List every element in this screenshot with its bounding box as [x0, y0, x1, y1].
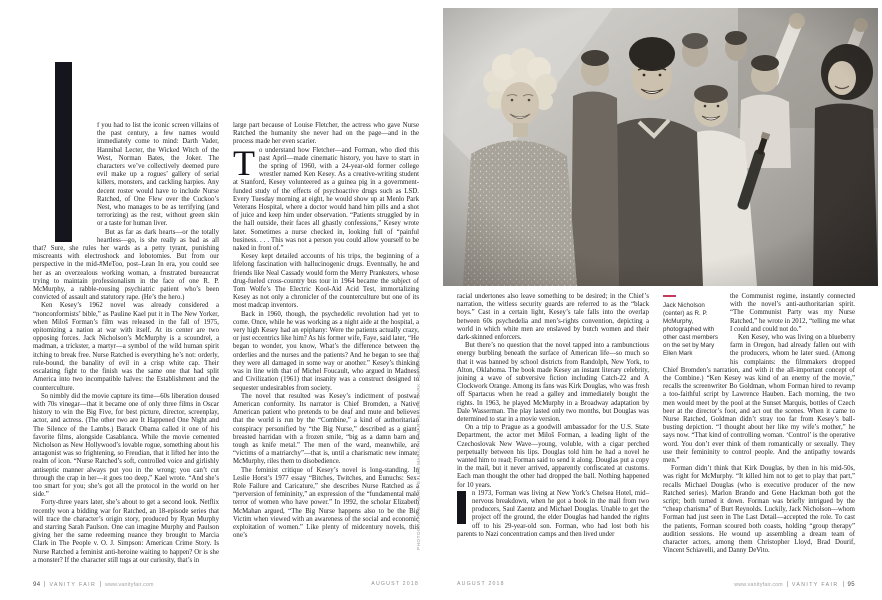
body-paragraph: Kesey kept detailed accounts of his trips, the beginning of a lifelong fascination with hallucinogenic drugs. Eventually, he and friends like Neal Cassady would form the Merry Pranksters, whose drug-fueled cross-country bus tour in 1964 became the subject of Tom Wolfe’s The Electric Kool-Aid Acid Test, immortalizing Kesey as not only a chronicler of the counterculture but one of its most madcap inventors. [233, 253, 419, 310]
drop-cap-i [457, 491, 466, 524]
body-paragraph: Forman didn’t think that Kirk Douglas, by then in his mid-50s, was right for McMurphy. “It killed him not to get to play that part,” recalls Michael Douglas (who is executive producer of the new Ratched series). Marlon Brando and Gene Hackman both got the script; both turned it down. Forman was briefly intrigued by the “cheap charisma” of Burt Reynolds. Luckily, Jack Nicholson—whom Forman had just seen in The Last Detail—accepted the role. To cast the patients, Forman scoured both coasts, holding “group therapy” audition sessions. He wound up assembling a dream team of character actors, among them Christopher Lloyd, Brad Dourif, Vincent Schiavelli, and Danny DeVito. [663, 465, 855, 555]
footer-issue-left-page: AUGUST 2018 [371, 581, 419, 587]
photo-caption-text: Jack Nicholson (center) as R. P. McMurphy, photographed with other cast members on the set by Mary Ellen Mark [663, 302, 719, 357]
brand-name: VANITY FAIR [49, 582, 97, 588]
photo-credit-vertical: PHOTOGRAPH BY MARY ELLEN MARK/THE MARY ELLEN MARK FOUNDATION [416, 345, 421, 550]
footer-separator [843, 581, 844, 587]
drop-cap-t: T [233, 142, 256, 183]
folio-right: 95 [847, 582, 855, 588]
body-paragraph: Back in 1960, though, the psychedelic revolution had yet to come. Once, while he was working as a night aide at the hospital, a very high Kesey had an epiphany: Were the patients actually crazy, or just eccentrics like him? As his former wife, Faye, said later, “He began to wonder, you know, What’s the difference between the orderlies and the nurses and the patients? And he began to see that they were all damaged in some way or another.” Kesey’s thinking was in line with that of Michel Foucault, who argued in Madness and Civilization (1961) that insanity was a construct designed to sequester undesirables from society. [233, 310, 419, 392]
folio-left: 94 [33, 582, 41, 588]
body-paragraph [33, 122, 219, 229]
paragraph-text: o understand how Fletcher—and Forman, who died this past April—made cinematic history, you have to start in the spring of 1960, with a 24-year-old former college wrestler named Ken Kesey. As a creative-writing student at Stanford, Kesey volunteered as a guinea pig in a government-funded study of the effects of psychoactive drugs such as LSD. Every Tuesday morning at eight, he would show up at Menlo Park Veterans Hospital, where a doctor would hand him pills and a shot of juice and keep him under observation. “Patients struggled by in the hall outside, their faces all ghastly confessions,” Kesey wrote later. Sometimes a nurse checked in, looking full of “painful business. . . . This was not a person you could allow yourself to be naked in front of.” [233, 146, 419, 253]
body-paragraph: But as far as dark hearts—or the totally heartless—go, is she really as bad as all that? Sure, she rules her wards as a petty tyrant, punishing miscreants with electroshock and lobotomies. But from our perspective in the mid-#MeToo, post–Lean In era, you could see her as an overzealous working woman, a frustrated bureaucrat trying to maintain professionalism in the face of one R. P. McMurphy, a rabble-rousing psychiatric patient who’s been convicted of assault and statutory rape. (He’s the hero.) [33, 228, 219, 302]
site-url: www.vanityfair.com [105, 582, 154, 588]
column-1 [33, 122, 219, 574]
body-paragraph: The feminist critique of Kesey’s novel is long-standing. In Leslie Horst’s 1977 essay “Bitches, Twitches, and Eunuchs: Sex-Role Failure and Caricature,” she describes Nurse Ratched as a “perversion of femininity,” an expression of the “fundamental male terror of women who have power.” In 1992, the scholar Elizabeth McMahan argued, “The Big Nurse happens also to be the Big Victim when viewed with an awareness of the social and economic exploitation of women.” Like plenty of midcentury novels, this one’s [233, 466, 419, 540]
footer-separator [100, 581, 101, 587]
footer-issue-right-page: AUGUST 2018 [457, 581, 505, 587]
body-paragraph: But there’s no question that the novel tapped into a rambunctious energy burbling beneath the surface of American life—so much so that it was banned by school districts from Randolph, New York, to Alton, Oklahoma. The book made Kesey an instant literary celebrity, joining a wave of subversive fiction including Catch-22 and A Clockwork Orange. Among its fans was Kirk Douglas, who was fresh off Spartacus when he read a galley and immediately bought the rights. In 1963, he played McMurphy in a Broadway adaptation by Dale Wasserman. The play lasted only two months, but Douglas was determined to star in a movie version. [457, 342, 649, 424]
column-3 [457, 293, 649, 573]
caption-dash [663, 295, 676, 297]
body-paragraph: racial undertones also leave something to be desired; in the Chief’s narration, the witless security guards are referred to as the “black boys.” Cast in a certain light, Kesey’s tale falls into the overlap between 60s psychedelia and men’s-rights convention, depicting a world in which white men are enslaved by butch women and their dark-skinned enforcers. [457, 293, 649, 342]
footer-right [663, 581, 855, 588]
cast-photo-illustration [443, 8, 878, 286]
body-paragraph: Forty-three years later, she’s about to get a second look. Netflix recently won a bidding war for Ratched, an 18-episode series that will trace the character’s origin story, produced by Ryan Murphy and starring Sarah Paulson. One can imagine Murphy and Paulson giving her the same redeeming nuance they brought to Marcia Clark in The People v. O. J. Simpson: American Crime Story. Is Nurse Ratched a feminist anti-heroine waiting to happen? Or is she a monster? If the character still tugs at our curiosity, that’s in [33, 499, 219, 564]
column-2 [233, 122, 419, 574]
body-paragraph: large part because of Louise Fletcher, the actress who gave Nurse Ratched the humanity she never had on the page—and in the process made her even scarier. [233, 122, 419, 146]
body-paragraph [233, 142, 419, 254]
body-paragraph: Ken Kesey’s 1962 novel was already considered a “nonconformists’ bible,” as Pauline Kael put it in The New Yorker, when Miloš Forman’s film was released in the fall of 1975, epitomizing a nation at war with itself. At its center are two opposing forces. Jack Nicholson’s McMurphy is a scoundrel, a madman, a trickster, a martyr—a symbol of the wild human spirit itching to break free. Nurse Ratched is everything he’s not: orderly, rule-bound, the banality of evil in a crisp white cap. Their escalating fight to the finish was the same one that had split America into two incompatible halves: the Establishment and the counterculture. [33, 302, 219, 392]
footer-separator [44, 581, 45, 587]
footer-separator [787, 581, 788, 587]
footer-left [33, 581, 154, 588]
photo-caption [663, 294, 721, 358]
column-4 [663, 293, 855, 574]
body-paragraph: the Communist regime, instantly connected with the novel’s anti-authoritarian spirit. “The Communist Party was my Nurse Ratched,” he wrote in 2012, “telling me what I could and could not do.” [730, 293, 855, 333]
body-paragraph: On a trip to Prague as a goodwill ambassador for the U.S. State Department, the actor met Miloš Forman, a leading light of the Czechoslovak New Wave—young, voluble, with a cigar perched perpetually between his lips. Douglas told him he had a novel he wanted him to read; Forman said to send it along. Douglas put a copy in the mail, but it never arrived, apparently confiscated at customs. Each man thought the other had dropped the ball. Nothing happened for 10 years. [457, 424, 649, 489]
cast-photo [443, 8, 878, 286]
body-paragraph: The novel that resulted was Kesey’s indictment of postwar American conformity. Its narrator is Chief Bromden, a Native American patient who pretends to be deaf and mute and believes that the world is run by the “Combine,” a kind of authoritarian conspiracy personified by “the Big Nurse,” described as a giant-breasted harridan with a frozen smile, “big as a damn barn and tough as knife metal.” The men of the ward, meanwhile, are “victims of a matriarchy”—that is, until a charismatic new inmate, McMurphy, riles them to disobedience. [233, 392, 419, 466]
paragraph-text: n 1973, Forman was living at New York’s Chelsea Hotel, mid–nervous breakdown, when he got a book in the mail from two producers, Saul Zaentz and Michael Douglas. Unable to get the project off the ground, the elder Douglas had handed the rights off to his 29-year-old son. Forman, who had lost both his parents to Nazi concentration camps and then lived under [457, 489, 649, 538]
body-paragraph: Ken Kesey, who was living on a blueberry farm in Oregon, had already fallen out with the producers, whom he later sued. (Among his complaints: the filmmakers dropped Chief Bromden’s narration, and with it the all-important concept of the Combine.) “Ken Kesey was kind of an enemy of the movie,” recalls the screenwriter Bo Goldman, whom Forman hired to revamp a too-faithful script by Lawrence Hauben. Each morning, the two men would meet by the pool at the Sunset Marquis, bottles of Czech beer at the director’s foot, and act out the scenes. When it came to Nurse Ratched, Goldman didn’t stray too far from Kesey’s ball-busting depiction. “I thought about her like my wife’s mother,” he says now. “That kind of controlling woman. ‘Control’ is the operative word. You don’t ever think of them romantically or sexually. They use their femininity to control people. And the antipathy towards men.” [663, 334, 855, 465]
drop-cap-spacer [33, 122, 97, 243]
paragraph-text: f you had to list the iconic screen villains of the past century, a few names would immediately come to mind: Darth Vader, Hannibal Lecter, the Wicked Witch of the West, Norman Bates, the Joker. The characters we’ve collectively deemed pure evil make up a rogues’ gallery of serial killers, monsters, and cackling harpies. Any decent roster would have to include Nurse Ratched, of One Flew over the Cuckoo’s Nest, who manages to be as terrifying (and terrorizing) as the rest, without green skin or a taste for human liver. [97, 122, 219, 228]
body-paragraph: So nimbly did the movie capture its time—60s liberation doused with 70s vinegar—that it became one of only three films in Oscar history to win the Big Five, for best picture, director, screenplay, actor, and actress. (The other two are It Happened One Night and The Silence of the Lambs.) Barack Obama called it one of his favorite films, alongside Casablanca. While the movie cemented Nicholson as New Hollywood’s lovable rogue, something about his antagonist was so frightening, so Freudian, that it lifted her into the realm of icon. “Nurse Ratched’s soft, controlled voice and girlishly antiseptic manner always put you in the wrong; you can’t cut through the crap in her—it goes too deep,” Kael wrote. “And she’s too smart for you; she’s got all the protocol in the world on her side.” [33, 392, 219, 499]
body-paragraph [457, 490, 649, 539]
brand-name: VANITY FAIR [791, 582, 839, 588]
site-url: www.vanityfair.com [734, 582, 783, 588]
